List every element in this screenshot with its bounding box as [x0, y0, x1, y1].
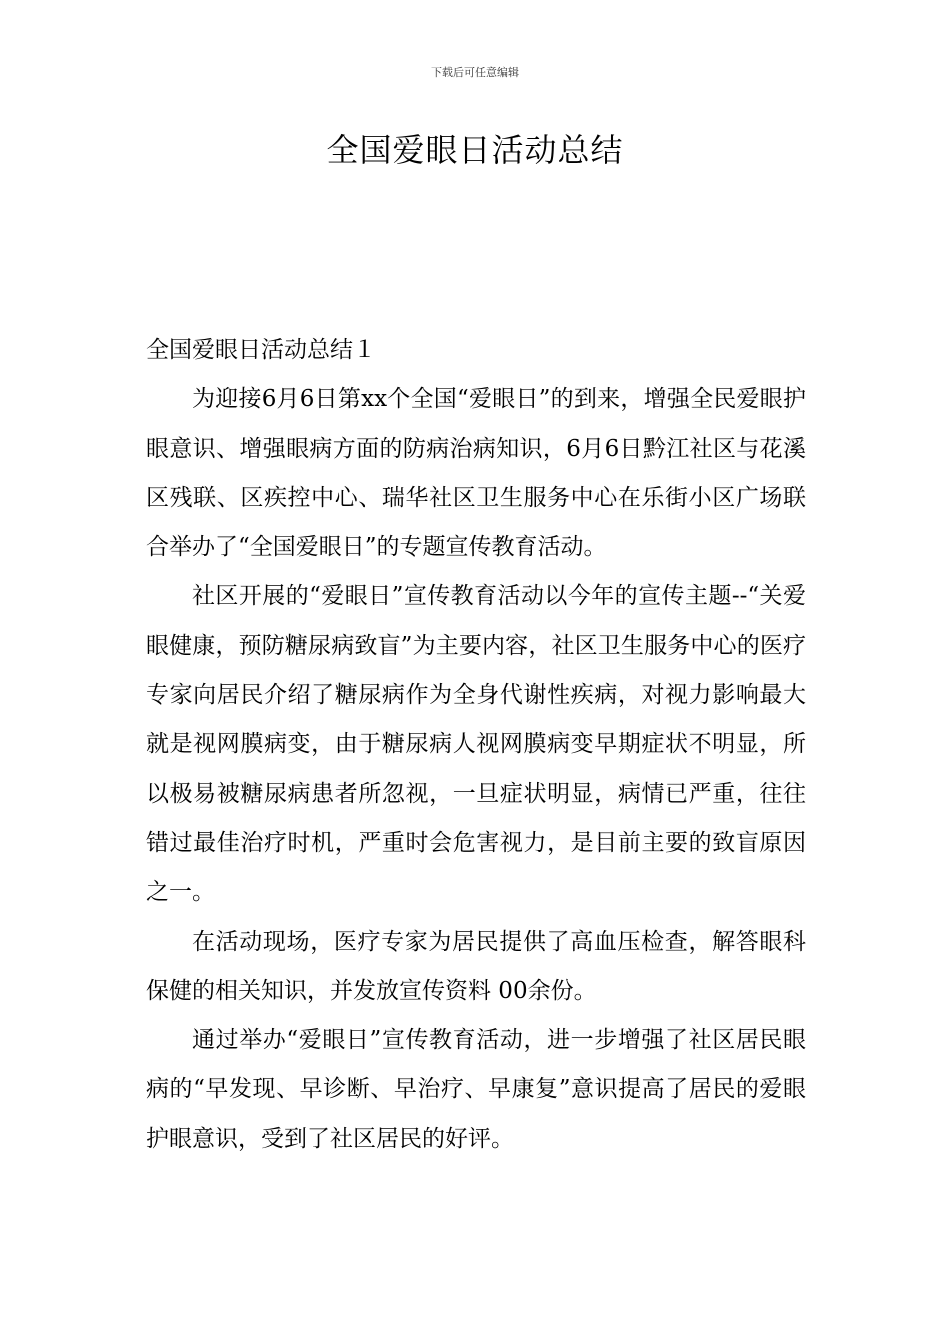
header-note: 下载后可任意编辑: [431, 66, 519, 79]
paragraph-3: 在活动现场，医疗专家为居民提供了高血压检查，解答眼科保健的相关知识，并发放宣传资料 00余份。: [146, 928, 806, 1004]
document-body: [146, 326, 806, 1164]
paragraph-4: 通过举办“爱眼日”宣传教育活动，进一步增强了社区居民眼病的“早发现、早诊断、早治疗、早康复”意识提高了居民的爱眼护眼意识，受到了社区居民的好评。: [146, 1027, 806, 1152]
paragraph-2: 社区开展的“爱眼日”宣传教育活动以今年的宣传主题--“关爱眼健康，预防糖尿病致盲”为主要内容，社区卫生服务中心的医疗专家向居民介绍了糖尿病作为全身代谢性疾病，对视力影响最大就是视网膜病变，由于糖尿病人视网膜病变早期症状不明显，所以极易被糖尿病患者所忽视，一旦症状明显，病情已严重，往往错过最佳治疗时机，严重时会危害视力，是目前主要的致盲原因之一。: [146, 583, 806, 906]
document-title: 全国爱眼日活动总结: [326, 131, 624, 169]
paragraph-1: 为迎接6月6日第xx个全国“爱眼日”的到来，增强全民爱眼护眼意识、增强眼病方面的防病治病知识，6月6日黔江社区与花溪区残联、区疾控中心、瑞华社区卫生服务中心在乐街小区广场联合举办了“全国爱眼日”的专题宣传教育活动。: [146, 386, 806, 561]
section-heading: 全国爱眼日活动总结１: [146, 337, 376, 363]
